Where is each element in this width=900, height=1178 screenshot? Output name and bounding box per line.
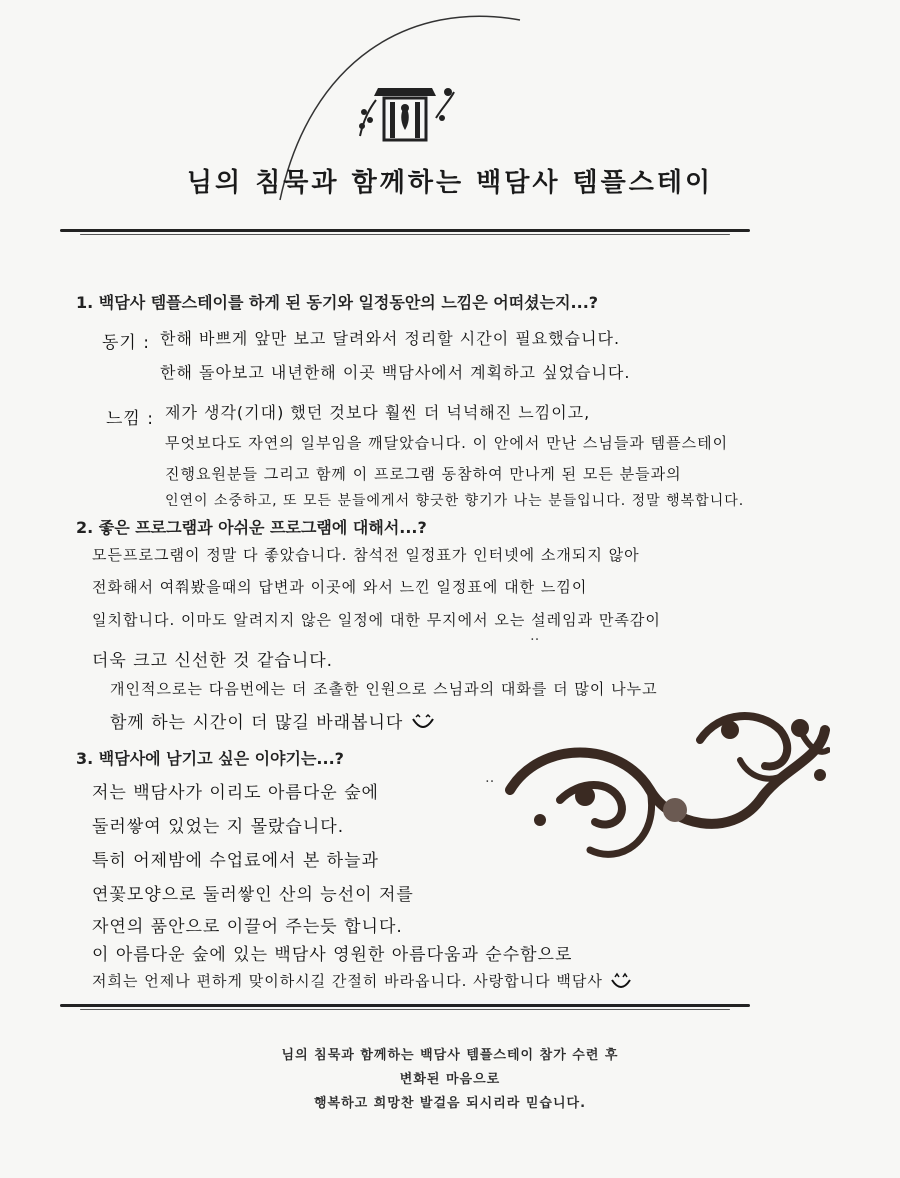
answer-line: 한해 바쁘게 앞만 보고 달려와서 정리할 시간이 필요했습니다.	[160, 329, 621, 348]
answer-text: 함께 하는 시간이 더 많길 바래봅니다	[110, 713, 404, 733]
answer-line: 이 아름다운 숲에 있는 백담사 영원한 아름다움과 순수함으로	[92, 945, 573, 965]
footer-divider-thin	[80, 1009, 730, 1010]
answer-line: 개인적으로는 다음번에는 더 조촐한 인원으로 스님과의 대화를 더 많이 나누고	[110, 680, 658, 698]
motive-label: 동기 :	[102, 333, 150, 353]
answer-line: 모든프로그램이 정말 다 좋았습니다. 참석전 일정표가 인터넷에 소개되지 않아	[92, 546, 640, 564]
answer-line: 더욱 크고 신선한 것 같습니다.	[92, 651, 334, 671]
title-divider	[60, 229, 750, 232]
answer-line: 일치합니다. 이마도 알려지지 않은 일정에 대한 무지에서 오는 설레임과 만족감이	[92, 611, 661, 629]
document-title: 님의 침묵과 함께하는 백담사 템플스테이	[186, 168, 714, 198]
footer-line: 변화된 마음으로	[399, 1072, 501, 1087]
answer-line: 전화해서 여쭤봤을때의 답변과 이곳에 와서 느낀 일정표에 대한 느낌이	[92, 578, 588, 596]
answer-text: 저희는 언제나 편하게 맞이하시길 간절히 바라옵니다. 사랑합니다 백담사	[92, 972, 603, 990]
footer-line: 행복하고 희망찬 발걸음 되시리라 믿습니다.	[313, 1096, 587, 1111]
smiley-icon	[410, 713, 436, 733]
ink-dots: ‥	[530, 628, 540, 644]
answer-line: 연꽃모양으로 둘러쌓인 산의 능선이 저를	[92, 885, 414, 905]
answer-line: 진행요원분들 그리고 함께 이 프로그램 동참하여 만나게 된 모든 분들과의	[165, 465, 682, 483]
question-2: 2. 좋은 프로그램과 아쉬운 프로그램에 대해서...?	[76, 518, 427, 537]
answer-line: 둘러쌓여 있었는 지 몰랐습니다.	[92, 817, 345, 837]
feeling-label: 느낌 :	[106, 409, 154, 429]
question-1: 1. 백담사 템플스테이를 하게 된 동기와 일정동안의 느낌은 어떠셨는지...?	[76, 293, 599, 312]
title-divider-thin	[80, 234, 730, 235]
question-3: 3. 백담사에 남기고 싶은 이야기는...?	[76, 749, 344, 768]
answer-line	[110, 708, 436, 733]
smiley-icon	[609, 972, 633, 992]
answer-line: 무엇보다도 자연의 일부임을 깨달았습니다. 이 안에서 만난 스님들과 템플스테이	[165, 434, 729, 452]
ink-dots: ‥	[485, 770, 495, 786]
footer-line: 님의 침묵과 함께하는 백담사 템플스테이 참가 수련 후	[281, 1048, 619, 1063]
temple-logo-icon	[350, 78, 460, 148]
vine-ornament-icon	[500, 700, 830, 870]
answer-line: 한해 돌아보고 내년한해 이곳 백담사에서 계획하고 싶었습니다.	[160, 363, 631, 382]
answer-line: 제가 생각(기대) 했던 것보다 훨씬 더 넉넉해진 느낌이고,	[165, 403, 591, 422]
answer-line: 저는 백담사가 이리도 아름다운 숲에	[92, 783, 379, 803]
answer-line: 인연이 소중하고, 또 모든 분들에게서 향긋한 향기가 나는 분들입니다. 정말 행복합니다.	[165, 493, 745, 509]
answer-line: 자연의 품안으로 이끌어 주는듯 합니다.	[92, 917, 403, 937]
answer-line: 특히 어제밤에 수업료에서 본 하늘과	[92, 851, 379, 871]
answer-line	[92, 970, 633, 992]
footer-divider	[60, 1004, 750, 1007]
